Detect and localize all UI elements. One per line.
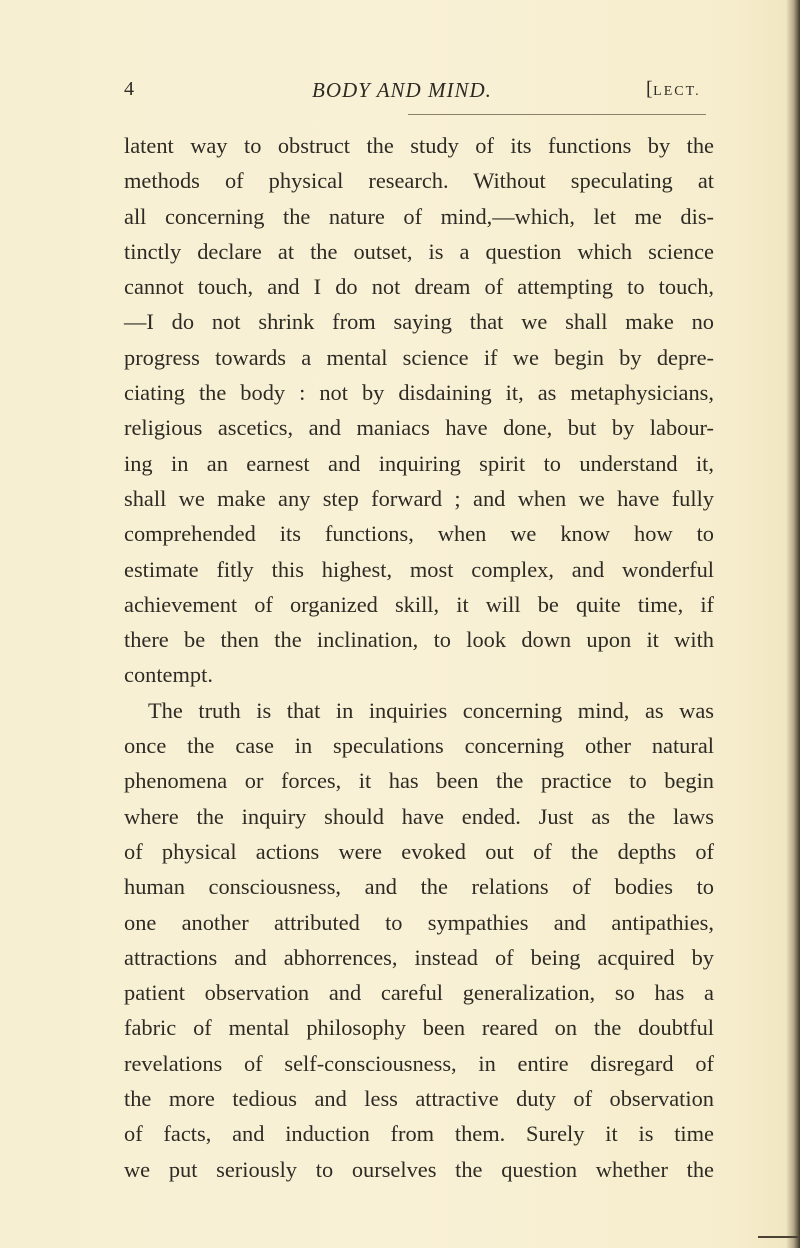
text-line: latent way to obstruct the study of its functions by the — [124, 133, 714, 158]
section-bracket: [ — [646, 78, 654, 100]
text-line: revelations of self-consciousness, in entire disregard of — [124, 1050, 714, 1076]
text-line: —I do not shrink from saying that we shall make no — [124, 309, 714, 335]
text-line: phenomena or forces, it has been the practice to begin — [124, 768, 714, 794]
text-line: methods of physical research. Without speculating at — [124, 168, 714, 194]
text-line: cannot touch, and I do not dream of attempting to touch, — [124, 274, 714, 300]
text-line: contempt. — [124, 662, 213, 688]
text-line: human consciousness, and the relations of bodies to — [124, 874, 714, 900]
text-line: ciating the body : not by disdaining it, as metaphysicians, — [124, 380, 714, 406]
text-line: achievement of organized skill, it will be quite time, if — [124, 591, 714, 617]
text-line: tinctly declare at the outset, is a question which science — [124, 238, 714, 264]
text-line: The truth is that in inquiries concerning mind, as was — [148, 697, 714, 723]
running-head — [124, 78, 714, 108]
text-line: of physical actions were evoked out of the depths of — [124, 838, 714, 864]
text-line: we put seriously to ourselves the question whether the — [124, 1156, 714, 1182]
text-line: all concerning the nature of mind,—which, let me dis- — [124, 203, 714, 229]
text-line: shall we make any step forward ; and when we have fully — [124, 485, 714, 511]
text-line: patient observation and careful generalization, so has a — [124, 980, 714, 1006]
page-edge-shadow — [786, 0, 800, 1248]
text-line: comprehended its functions, when we know how to — [124, 521, 714, 547]
text-line: attractions and abhorrences, instead of being acquired by — [124, 944, 714, 970]
section-label — [646, 78, 701, 101]
text-line: of facts, and induction from them. Surely it is time — [124, 1121, 714, 1147]
text-line: where the inquiry should have ended. Just as the laws — [124, 803, 714, 829]
running-title: BODY AND MIND. — [312, 78, 492, 102]
section-label-text: LECT. — [653, 84, 701, 99]
text-line: there be then the inclination, to look down upon it with — [124, 627, 714, 653]
text-line: progress towards a mental science if we begin by depre- — [124, 344, 714, 370]
text-line: one another attributed to sympathies and antipathies, — [124, 909, 714, 935]
body-text — [124, 128, 714, 1187]
text-line: estimate fitly this highest, most complex, and wonderful — [124, 556, 714, 582]
text-line: religious ascetics, and maniacs have done, but by labour- — [124, 415, 714, 441]
text-line: fabric of mental philosophy been reared on the doubtful — [124, 1015, 714, 1041]
text-line: ing in an earnest and inquiring spirit to understand it, — [124, 450, 714, 476]
text-line: the more tedious and less attractive duty of observation — [124, 1086, 714, 1112]
page-number: 4 — [124, 78, 134, 100]
header-rule — [408, 114, 706, 115]
edge-mark — [758, 1236, 798, 1238]
text-line: once the case in speculations concerning other natural — [124, 733, 714, 759]
